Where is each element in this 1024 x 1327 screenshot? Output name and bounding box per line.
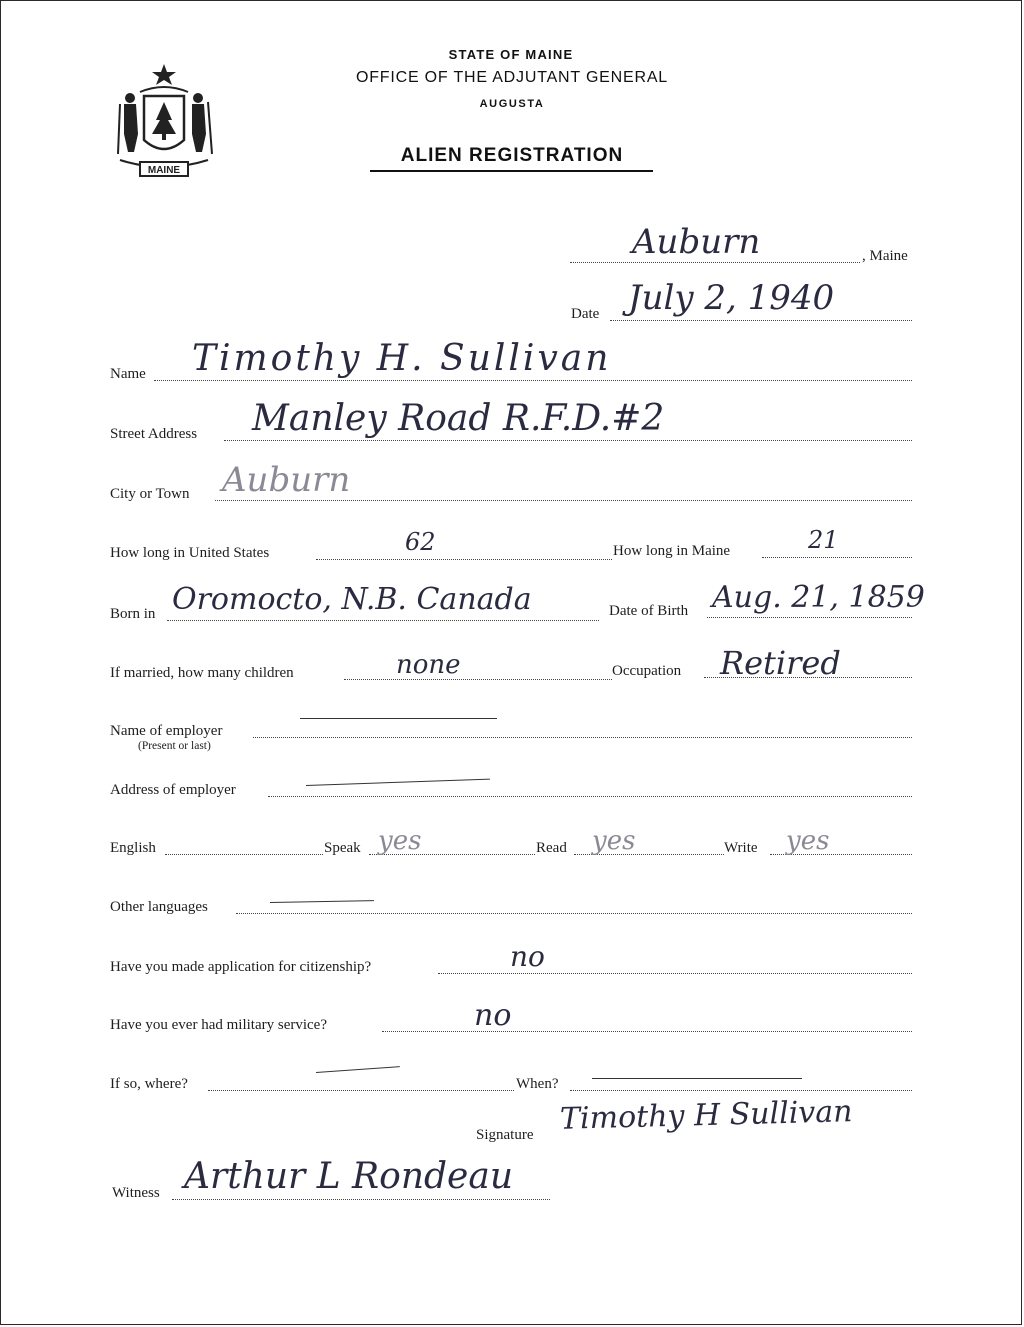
citizenship-value[interactable]: no xyxy=(510,940,545,973)
military-label: Have you ever had military service? xyxy=(110,1017,327,1033)
signature-value[interactable]: Timothy H Sullivan xyxy=(559,1094,853,1137)
write-label: Write xyxy=(724,840,758,856)
citizenship-label: Have you made application for citizenship? xyxy=(110,959,372,975)
name-value[interactable]: Timothy H. Sullivan xyxy=(192,338,612,379)
employer-name-label: Name of employer xyxy=(110,723,223,739)
how-long-maine-line xyxy=(762,557,912,558)
signature-label: Signature xyxy=(476,1127,534,1143)
maine-label: , Maine xyxy=(862,248,908,264)
children-value[interactable]: none xyxy=(396,650,461,680)
name-label: Name xyxy=(110,366,146,382)
married-children-line xyxy=(344,679,612,680)
title-underline xyxy=(370,170,653,172)
employer-name-line xyxy=(253,737,912,738)
born-in-label: Born in xyxy=(110,606,156,622)
street-address-label: Street Address xyxy=(110,426,198,442)
employer-note-label: (Present or last) xyxy=(138,740,211,752)
witness-line xyxy=(172,1199,550,1200)
if-so-where-label: If so, where? xyxy=(110,1076,188,1092)
occupation-value[interactable]: Retired xyxy=(720,644,841,682)
how-long-us-label: How long in United States xyxy=(110,545,270,561)
born-in-value[interactable]: Oromocto, N.B. Canada xyxy=(172,582,532,617)
write-value[interactable]: yes xyxy=(786,826,830,856)
city-or-town-value[interactable]: Auburn xyxy=(222,460,351,500)
speak-label: Speak xyxy=(324,840,361,856)
read-value[interactable]: yes xyxy=(592,826,636,856)
form-title: ALIEN REGISTRATION xyxy=(400,145,624,166)
if-so-where-line xyxy=(208,1090,514,1091)
employer-name-blank-mark xyxy=(300,718,497,719)
date-label: Date xyxy=(571,306,600,322)
employer-address-label: Address of employer xyxy=(110,782,236,798)
how-long-us-line xyxy=(316,559,612,560)
employer-address-line xyxy=(268,796,912,797)
header-city: AUGUSTA xyxy=(479,98,545,110)
when-line xyxy=(570,1090,912,1091)
date-of-birth-value[interactable]: Aug. 21, 1859 xyxy=(712,580,925,615)
born-in-line xyxy=(167,620,599,621)
military-value[interactable]: no xyxy=(474,998,512,1033)
how-long-maine-value[interactable]: 21 xyxy=(808,526,839,554)
street-address-value[interactable]: Manley Road R.F.D.#2 xyxy=(252,398,665,439)
date-value[interactable]: July 2, 1940 xyxy=(628,278,835,318)
date-of-birth-line xyxy=(707,617,912,618)
other-languages-line xyxy=(236,913,912,914)
seal-text: MAINE xyxy=(147,165,181,176)
how-long-maine-label: How long in Maine xyxy=(613,543,731,559)
when-label: When? xyxy=(516,1076,559,1092)
married-children-label: If married, how many children xyxy=(110,665,294,681)
header-office: OFFICE OF THE ADJUTANT GENERAL xyxy=(355,69,669,86)
military-line xyxy=(382,1031,912,1032)
how-long-us-value[interactable]: 62 xyxy=(405,528,436,556)
when-blank-mark xyxy=(592,1078,802,1079)
date-of-birth-label: Date of Birth xyxy=(609,603,689,619)
citizenship-line xyxy=(438,973,912,974)
city-or-town-line xyxy=(215,500,912,501)
date-line xyxy=(610,320,912,321)
witness-value[interactable]: Arthur L Rondeau xyxy=(184,1156,514,1197)
town-value[interactable]: Auburn xyxy=(632,222,761,262)
header-state: STATE OF MAINE xyxy=(448,47,574,62)
other-languages-label: Other languages xyxy=(110,899,208,915)
town-line xyxy=(570,262,860,263)
occupation-label: Occupation xyxy=(612,663,682,679)
read-label: Read xyxy=(536,840,567,856)
english-line xyxy=(165,854,323,855)
english-label: English xyxy=(110,840,156,856)
street-address-line xyxy=(224,440,912,441)
city-or-town-label: City or Town xyxy=(110,486,190,502)
name-line xyxy=(154,380,912,381)
witness-label: Witness xyxy=(112,1185,160,1201)
speak-value[interactable]: yes xyxy=(378,826,422,856)
